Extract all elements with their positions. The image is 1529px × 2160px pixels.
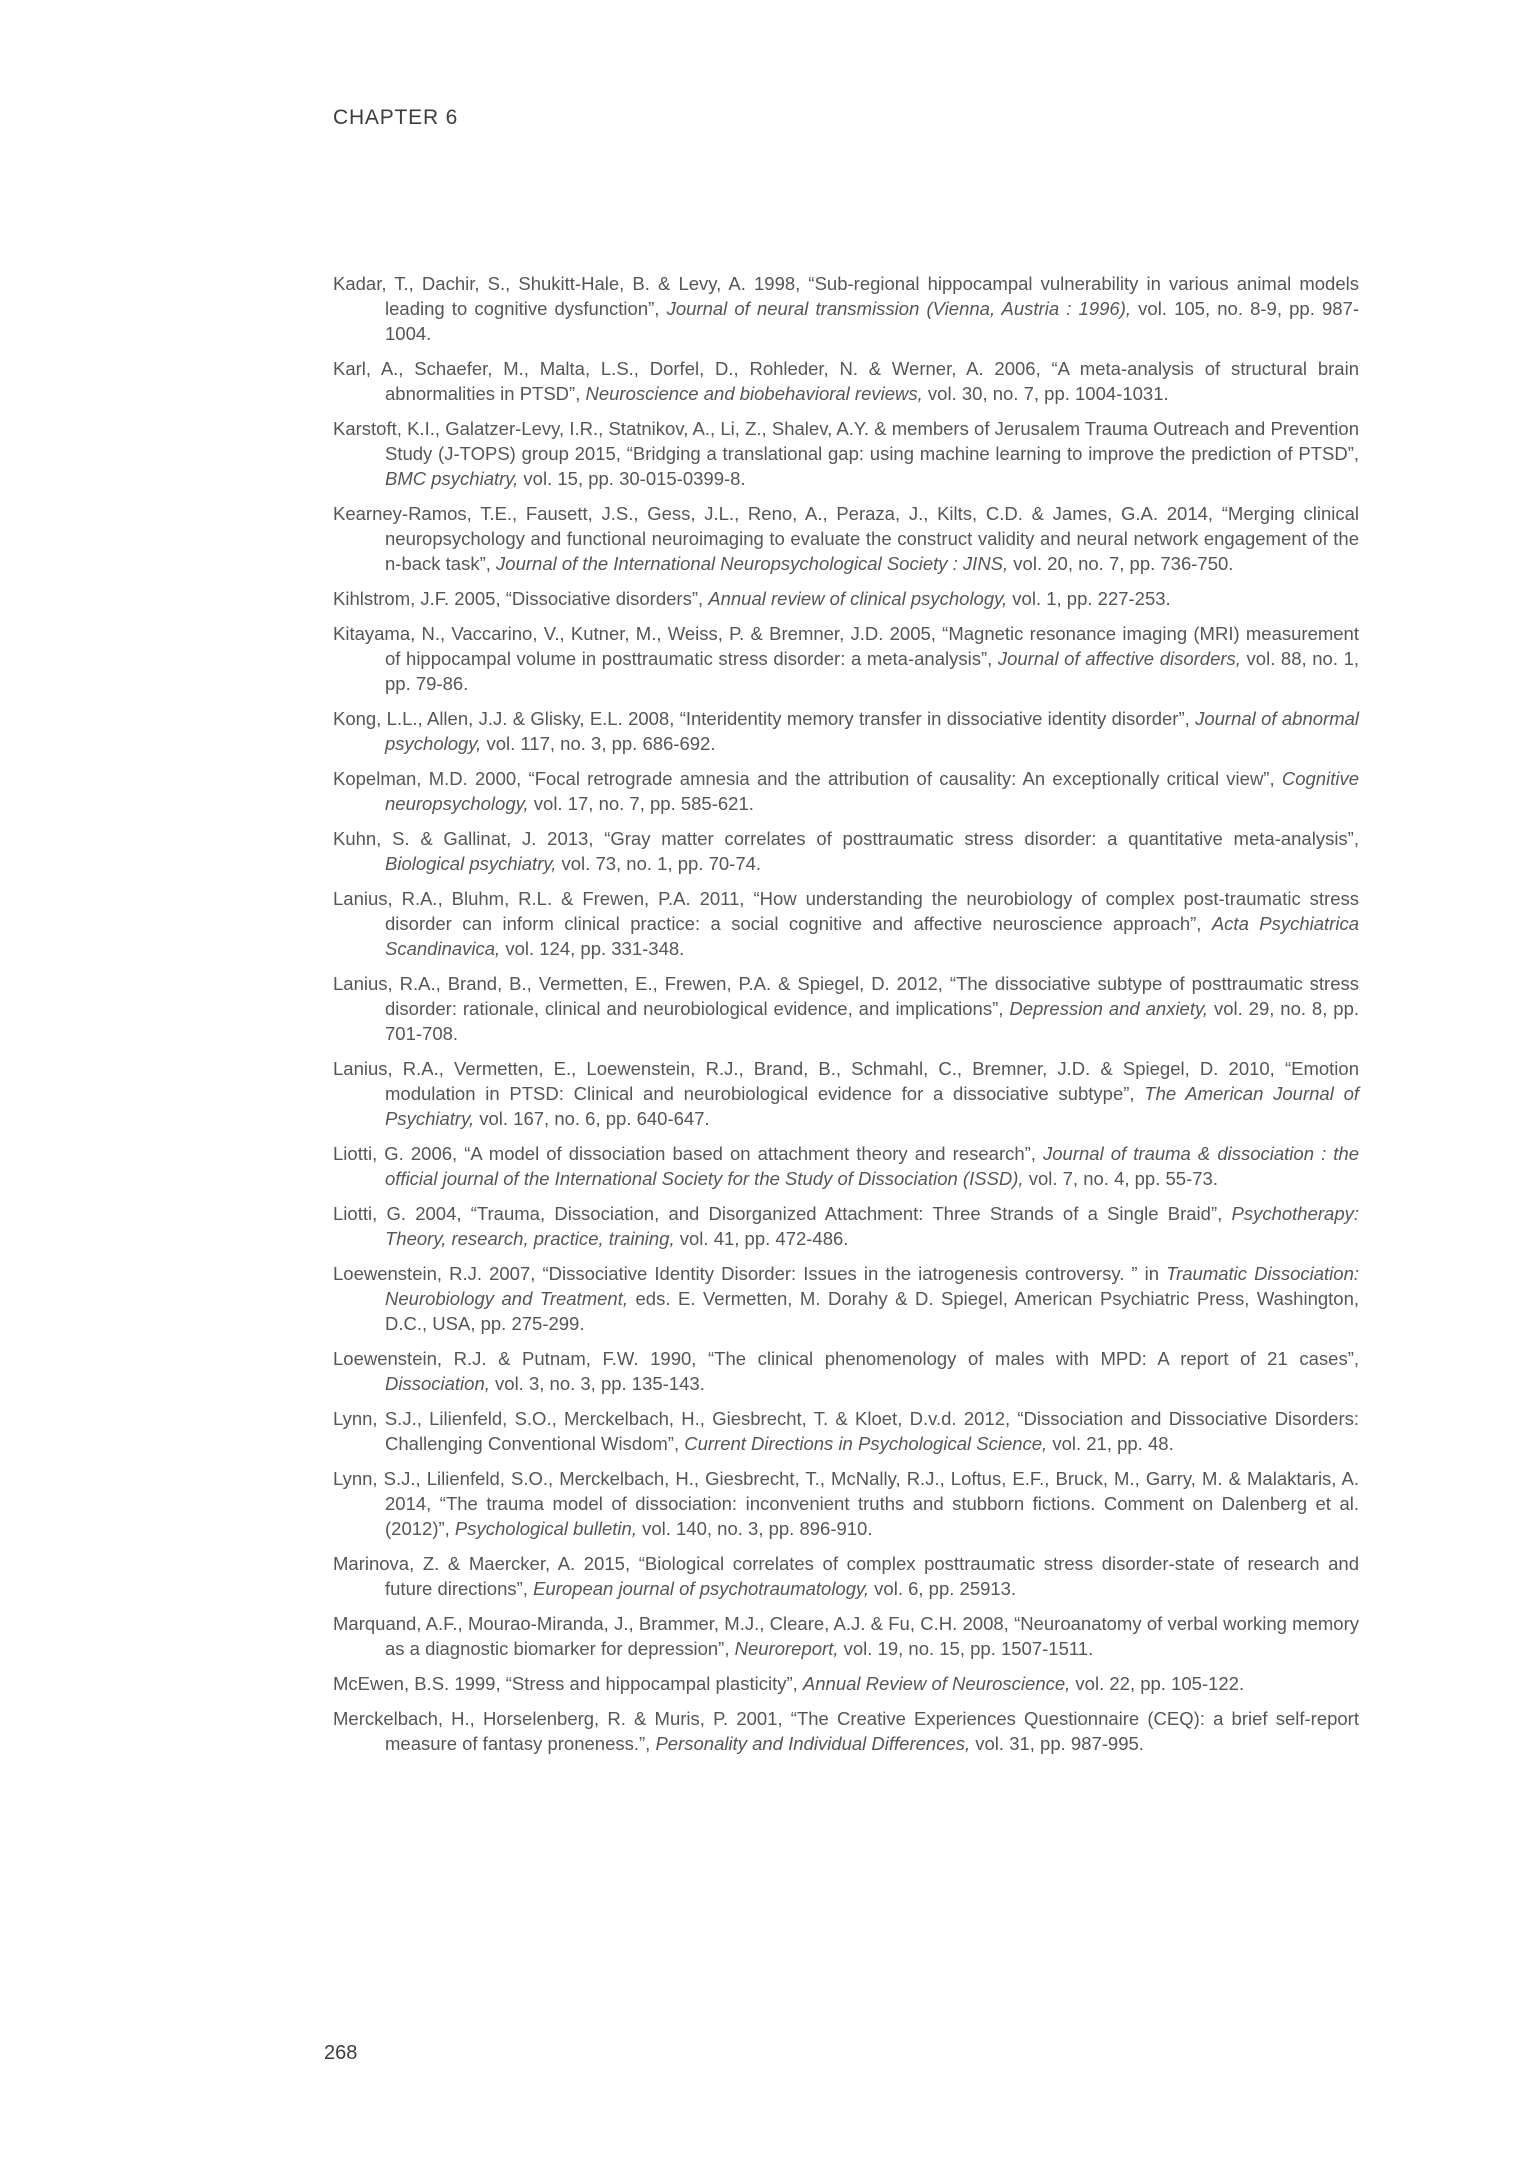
reference-text: vol. 167, no. 6, pp. 640-647. [474,1108,710,1129]
journal-title: Annual Review of Neuroscience, [802,1673,1071,1694]
reference-text: vol. 105, no. 8-9, pp. 987-1004. [385,298,1360,344]
reference-text: Marinova, Z. & Maercker, A. 2015, “Biological correlates of complex posttraumatic stress disorder-state of research and future directions”, [333,1553,1359,1599]
reference-text: Kearney-Ramos, T.E., Fausett, J.S., Gess, J.L., Reno, A., Peraza, J., Kilts, C.D. & James, G.A. 2014, “Merging clinical neuropsychology and functional neuroimaging to evaluate the construct validity and neural network engagement of the n-back task”, [333,503,1359,574]
reference-entry [333,706,1359,756]
journal-title: Annual review of clinical psychology, [708,588,1008,609]
reference-entry [333,886,1359,961]
journal-title: The American Journal of Psychiatry, [385,1083,1359,1129]
reference-entry [333,1551,1359,1601]
reference-text: Lynn, S.J., Lilienfeld, S.O., Merckelbach, H., Giesbrecht, T., McNally, R.J., Loftus, E.F., Bruck, M., Garry, M. & Malaktaris, A. 2014, “The trauma model of dissociation: inconvenient truths and stubborn fictions. Comment on Dalenberg et al. (2012)”, [333,1468,1359,1539]
reference-text: Kitayama, N., Vaccarino, V., Kutner, M., Weiss, P. & Bremner, J.D. 2005, “Magnetic resonance imaging (MRI) measurement of hippocampal volume in posttraumatic stress disorder: a meta-analysis”, [333,623,1359,669]
reference-text: vol. 7, no. 4, pp. 55-73. [1023,1168,1218,1189]
reference-entry [333,1201,1359,1251]
references-list [333,271,1359,1756]
reference-text: Loewenstein, R.J. 2007, “Dissociative Identity Disorder: Issues in the iatrogenesis controversy. ” in [333,1263,1167,1284]
reference-text: Loewenstein, R.J. & Putnam, F.W. 1990, “The clinical phenomenology of males with MPD: A report of 21 cases”, [333,1348,1359,1369]
reference-text: vol. 17, no. 7, pp. 585-621. [528,793,754,814]
journal-title: Journal of affective disorders, [997,648,1241,669]
reference-text: vol. 3, no. 3, pp. 135-143. [489,1373,705,1394]
reference-entry [333,271,1359,346]
reference-text: vol. 73, no. 1, pp. 70-74. [556,853,762,874]
journal-title: Acta Psychiatrica Scandinavica, [385,913,1359,959]
journal-title: Traumatic Dissociation: Neurobiology and Treatment, [385,1263,1359,1309]
reference-entry [333,1261,1359,1336]
reference-entry [333,621,1359,696]
reference-text: vol. 41, pp. 472-486. [674,1228,849,1249]
journal-title: Depression and anxiety, [1009,998,1209,1019]
reference-entry [333,1706,1359,1756]
journal-title: European journal of psychotraumatology, [533,1578,870,1599]
reference-entry [333,1056,1359,1131]
reference-entry [333,766,1359,816]
journal-title: Psychological bulletin, [454,1518,637,1539]
journal-title: Dissociation, [385,1373,490,1394]
reference-text: vol. 124, pp. 331-348. [500,938,685,959]
journal-title: Personality and Individual Differences, [655,1733,971,1754]
reference-entry [333,416,1359,491]
reference-entry [333,826,1359,876]
reference-text: Kadar, T., Dachir, S., Shukitt-Hale, B. & Levy, A. 1998, “Sub-regional hippocampal vulnerability in various animal models leading to cognitive dysfunction”, [333,273,1359,319]
reference-text: vol. 1, pp. 227-253. [1007,588,1171,609]
reference-text: Kopelman, M.D. 2000, “Focal retrograde amnesia and the attribution of causality: An exceptionally critical view”, [333,768,1282,789]
journal-title: Journal of the International Neuropsychological Society : JINS, [496,553,1009,574]
journal-title: Neuroscience and biobehavioral reviews, [585,383,923,404]
reference-text: Liotti, G. 2004, “Trauma, Dissociation, and Disorganized Attachment: Three Strands of a Single Braid”, [333,1203,1232,1224]
reference-text: vol. 31, pp. 987-995. [970,1733,1144,1754]
reference-text: vol. 29, no. 8, pp. 701-708. [385,998,1360,1044]
reference-text: vol. 19, no. 15, pp. 1507-1511. [838,1638,1094,1659]
reference-text: vol. 88, no. 1, pp. 79-86. [385,648,1360,694]
reference-text: vol. 21, pp. 48. [1047,1433,1174,1454]
reference-text: vol. 22, pp. 105-122. [1070,1673,1245,1694]
reference-text: Kuhn, S. & Gallinat, J. 2013, “Gray matter correlates of posttraumatic stress disorder: a quantitative meta-analysis”, [333,828,1359,849]
page-number: 268 [324,2042,358,2064]
reference-text: Kihlstrom, J.F. 2005, “Dissociative disorders”, [333,588,709,609]
reference-entry [333,1611,1359,1661]
reference-text: Liotti, G. 2006, “A model of dissociation based on attachment theory and research”, [333,1143,1044,1164]
journal-title: Journal of abnormal psychology, [385,708,1360,754]
reference-text: Lanius, R.A., Bluhm, R.L. & Frewen, P.A. 2011, “How understanding the neurobiology of complex post-traumatic stress disorder can inform clinical practice: a social cognitive and affective neuroscience approach”, [333,888,1359,934]
reference-entry [333,356,1359,406]
journal-title: Psychotherapy: Theory, research, practice, training, [385,1203,1359,1249]
reference-text: Kong, L.L., Allen, J.J. & Glisky, E.L. 2008, “Interidentity memory transfer in dissociative identity disorder”, [333,708,1196,729]
reference-text: vol. 140, no. 3, pp. 896-910. [636,1518,873,1539]
reference-text: vol. 117, no. 3, pp. 686-692. [481,733,716,754]
reference-text: eds. E. Vermetten, M. Dorahy & D. Spiegel, American Psychiatric Press, Washington, D.C., USA, pp. 275-299. [385,1288,1360,1334]
journal-title: Cognitive neuropsychology, [385,768,1359,814]
reference-entry [333,1141,1359,1191]
reference-text: McEwen, B.S. 1999, “Stress and hippocampal plasticity”, [333,1673,803,1694]
reference-text: Lanius, R.A., Vermetten, E., Loewenstein, R.J., Brand, B., Schmahl, C., Bremner, J.D. & Spiegel, D. 2010, “Emotion modulation in PTSD: Clinical and neurobiological evidence for a dissociative subtype”, [333,1058,1359,1104]
reference-entry [333,586,1359,611]
reference-entry [333,501,1359,576]
reference-text: Karl, A., Schaefer, M., Malta, L.S., Dorfel, D., Rohleder, N. & Werner, A. 2006, “A meta-analysis of structural brain abnormalities in PTSD”, [333,358,1359,404]
journal-title: Current Directions in Psychological Science, [684,1433,1048,1454]
reference-text: vol. 20, no. 7, pp. 736-750. [1008,553,1234,574]
reference-entry [333,1346,1359,1396]
reference-entry [333,1466,1359,1541]
journal-title: Neuroreport, [734,1638,839,1659]
reference-text: Lanius, R.A., Brand, B., Vermetten, E., Frewen, P.A. & Spiegel, D. 2012, “The dissociative subtype of posttraumatic stress disorder: rationale, clinical and neurobiological evidence, and implications”, [333,973,1359,1019]
journal-title: Journal of neural transmission (Vienna, Austria : 1996), [666,298,1132,319]
reference-entry [333,1406,1359,1456]
reference-text: vol. 30, no. 7, pp. 1004-1031. [922,383,1169,404]
reference-text: vol. 15, pp. 30-015-0399-8. [518,468,746,489]
reference-text: Lynn, S.J., Lilienfeld, S.O., Merckelbach, H., Giesbrecht, T. & Kloet, D.v.d. 2012, “Dissociation and Dissociative Disorders: Challenging Conventional Wisdom”, [333,1408,1359,1454]
reference-text: Merckelbach, H., Horselenberg, R. & Muris, P. 2001, “The Creative Experiences Questionnaire (CEQ): a brief self-report measure of fantasy proneness.”, [333,1708,1359,1754]
journal-title: BMC psychiatry, [385,468,519,489]
reference-entry [333,971,1359,1046]
reference-text: Marquand, A.F., Mourao-Miranda, J., Brammer, M.J., Cleare, A.J. & Fu, C.H. 2008, “Neuroanatomy of verbal working memory as a diagnostic biomarker for depression”, [333,1613,1359,1659]
chapter-running-header: CHAPTER 6 [333,106,459,129]
reference-text: Karstoft, K.I., Galatzer-Levy, I.R., Statnikov, A., Li, Z., Shalev, A.Y. & members of Jerusalem Trauma Outreach and Prevention Study (J-TOPS) group 2015, “Bridging a translational gap: using machine learning to improve the prediction of PTSD”, [333,418,1359,464]
reference-entry [333,1671,1359,1696]
journal-title: Biological psychiatry, [385,853,557,874]
journal-title: Journal of trauma & dissociation : the official journal of the International Society for the Study of Dissociation (ISSD), [385,1143,1359,1189]
reference-text: vol. 6, pp. 25913. [869,1578,1017,1599]
